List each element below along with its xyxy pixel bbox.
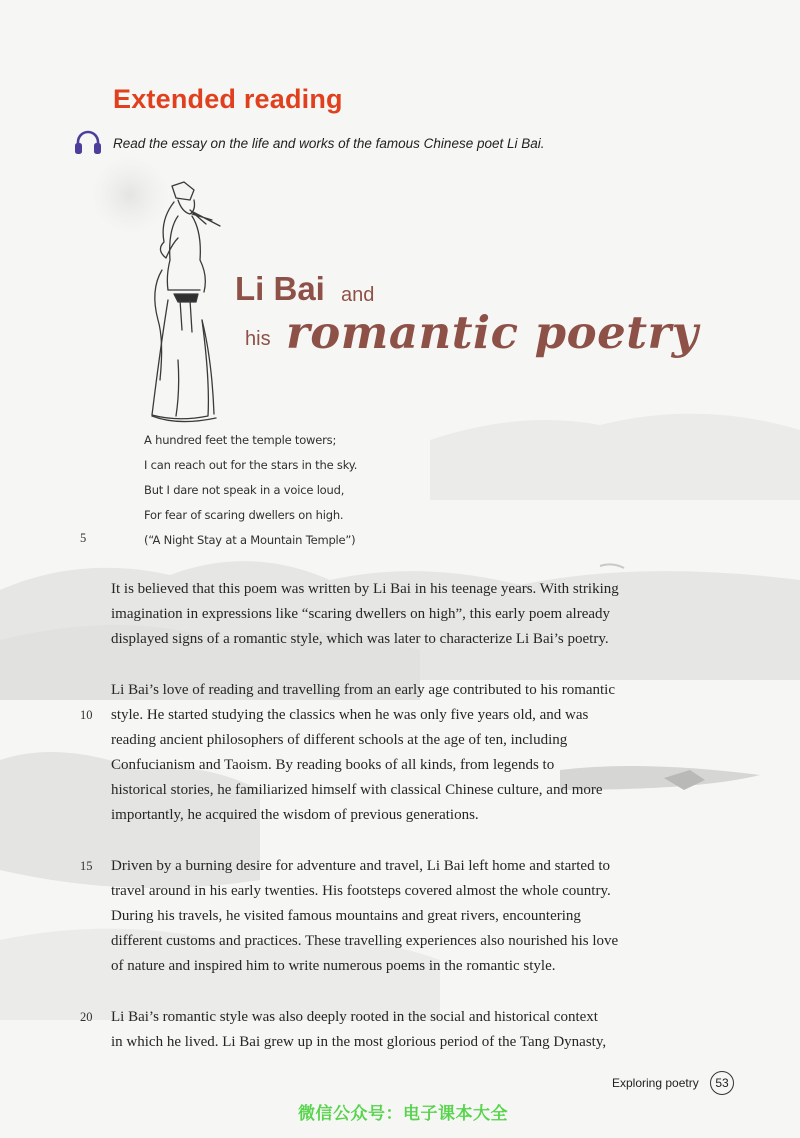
line-number: 10 (80, 708, 93, 722)
headphones-icon[interactable] (73, 128, 103, 156)
poet-illustration (138, 180, 233, 425)
article-title-his: his (245, 328, 271, 350)
paragraph-line: imagination in expressions like “scaring dwellers on high”, this early poem already (111, 606, 611, 622)
paragraph-line: Driven by a burning desire for adventure and travel, Li Bai left home and started to (111, 858, 610, 874)
page-number: 53 (710, 1071, 734, 1095)
paragraph-line: style. He started studying the classics when he was only five years old, and was (111, 707, 589, 723)
paragraph-line: displayed signs of a romantic style, which was later to characterize Li Bai’s poetry. (111, 631, 609, 647)
footer-unit-label: Exploring poetry (612, 1076, 699, 1090)
instruction-text: Read the essay on the life and works of the famous Chinese poet Li Bai. (113, 136, 545, 151)
paragraph-line: historical stories, he familiarized himself with classical Chinese culture, and more (111, 782, 603, 798)
line-number: 5 (80, 531, 87, 545)
paragraph-line: Li Bai’s romantic style was also deeply rooted in the social and historical context (111, 1009, 598, 1025)
poem-line: A hundred feet the temple towers; (144, 433, 337, 447)
paragraph-line: travel around in his early twenties. His footsteps covered almost the whole country. (111, 883, 611, 899)
paragraph-line: Confucianism and Taoism. By reading books of all kinds, from legends to (111, 757, 555, 773)
article-title-romantic-poetry: romantic poetry (286, 306, 699, 359)
poem-source: (“A Night Stay at a Mountain Temple”) (144, 533, 356, 547)
line-number: 20 (80, 1010, 93, 1024)
poem-line: For fear of scaring dwellers on high. (144, 508, 344, 522)
paragraph-line: different customs and practices. These travelling experiences also nourished his love (111, 933, 619, 949)
paragraph-line: importantly, he acquired the wisdom of previous generations. (111, 807, 479, 823)
paragraph (111, 1005, 691, 1055)
poem-line: I can reach out for the stars in the sky. (144, 458, 358, 472)
paragraph-line: in which he lived. Li Bai grew up in the most glorious period of the Tang Dynasty, (111, 1034, 607, 1050)
watermark-text: 微信公众号：电子课本大全 (298, 1104, 508, 1124)
line-number: 15 (80, 859, 93, 873)
paragraph-line: of nature and inspired him to write numerous poems in the romantic style. (111, 958, 556, 974)
paragraph-line: Li Bai’s love of reading and travelling from an early age contributed to his romantic (111, 682, 616, 698)
article-title-and: and (341, 284, 375, 306)
paragraph-line: During his travels, he visited famous mountains and great rivers, encountering (111, 908, 581, 924)
paragraph-line: reading ancient philosophers of different schools at the age of ten, including (111, 732, 568, 748)
poem-block (144, 428, 357, 553)
paragraph-line: It is believed that this poem was written by Li Bai in his teenage years. With striking (111, 581, 619, 597)
section-title: Extended reading (113, 84, 343, 114)
article-title-li-bai: Li Bai (235, 270, 325, 307)
poem-line: But I dare not speak in a voice loud, (144, 483, 345, 497)
paragraph (111, 854, 691, 979)
paragraph (111, 577, 691, 652)
paragraph (111, 678, 691, 828)
